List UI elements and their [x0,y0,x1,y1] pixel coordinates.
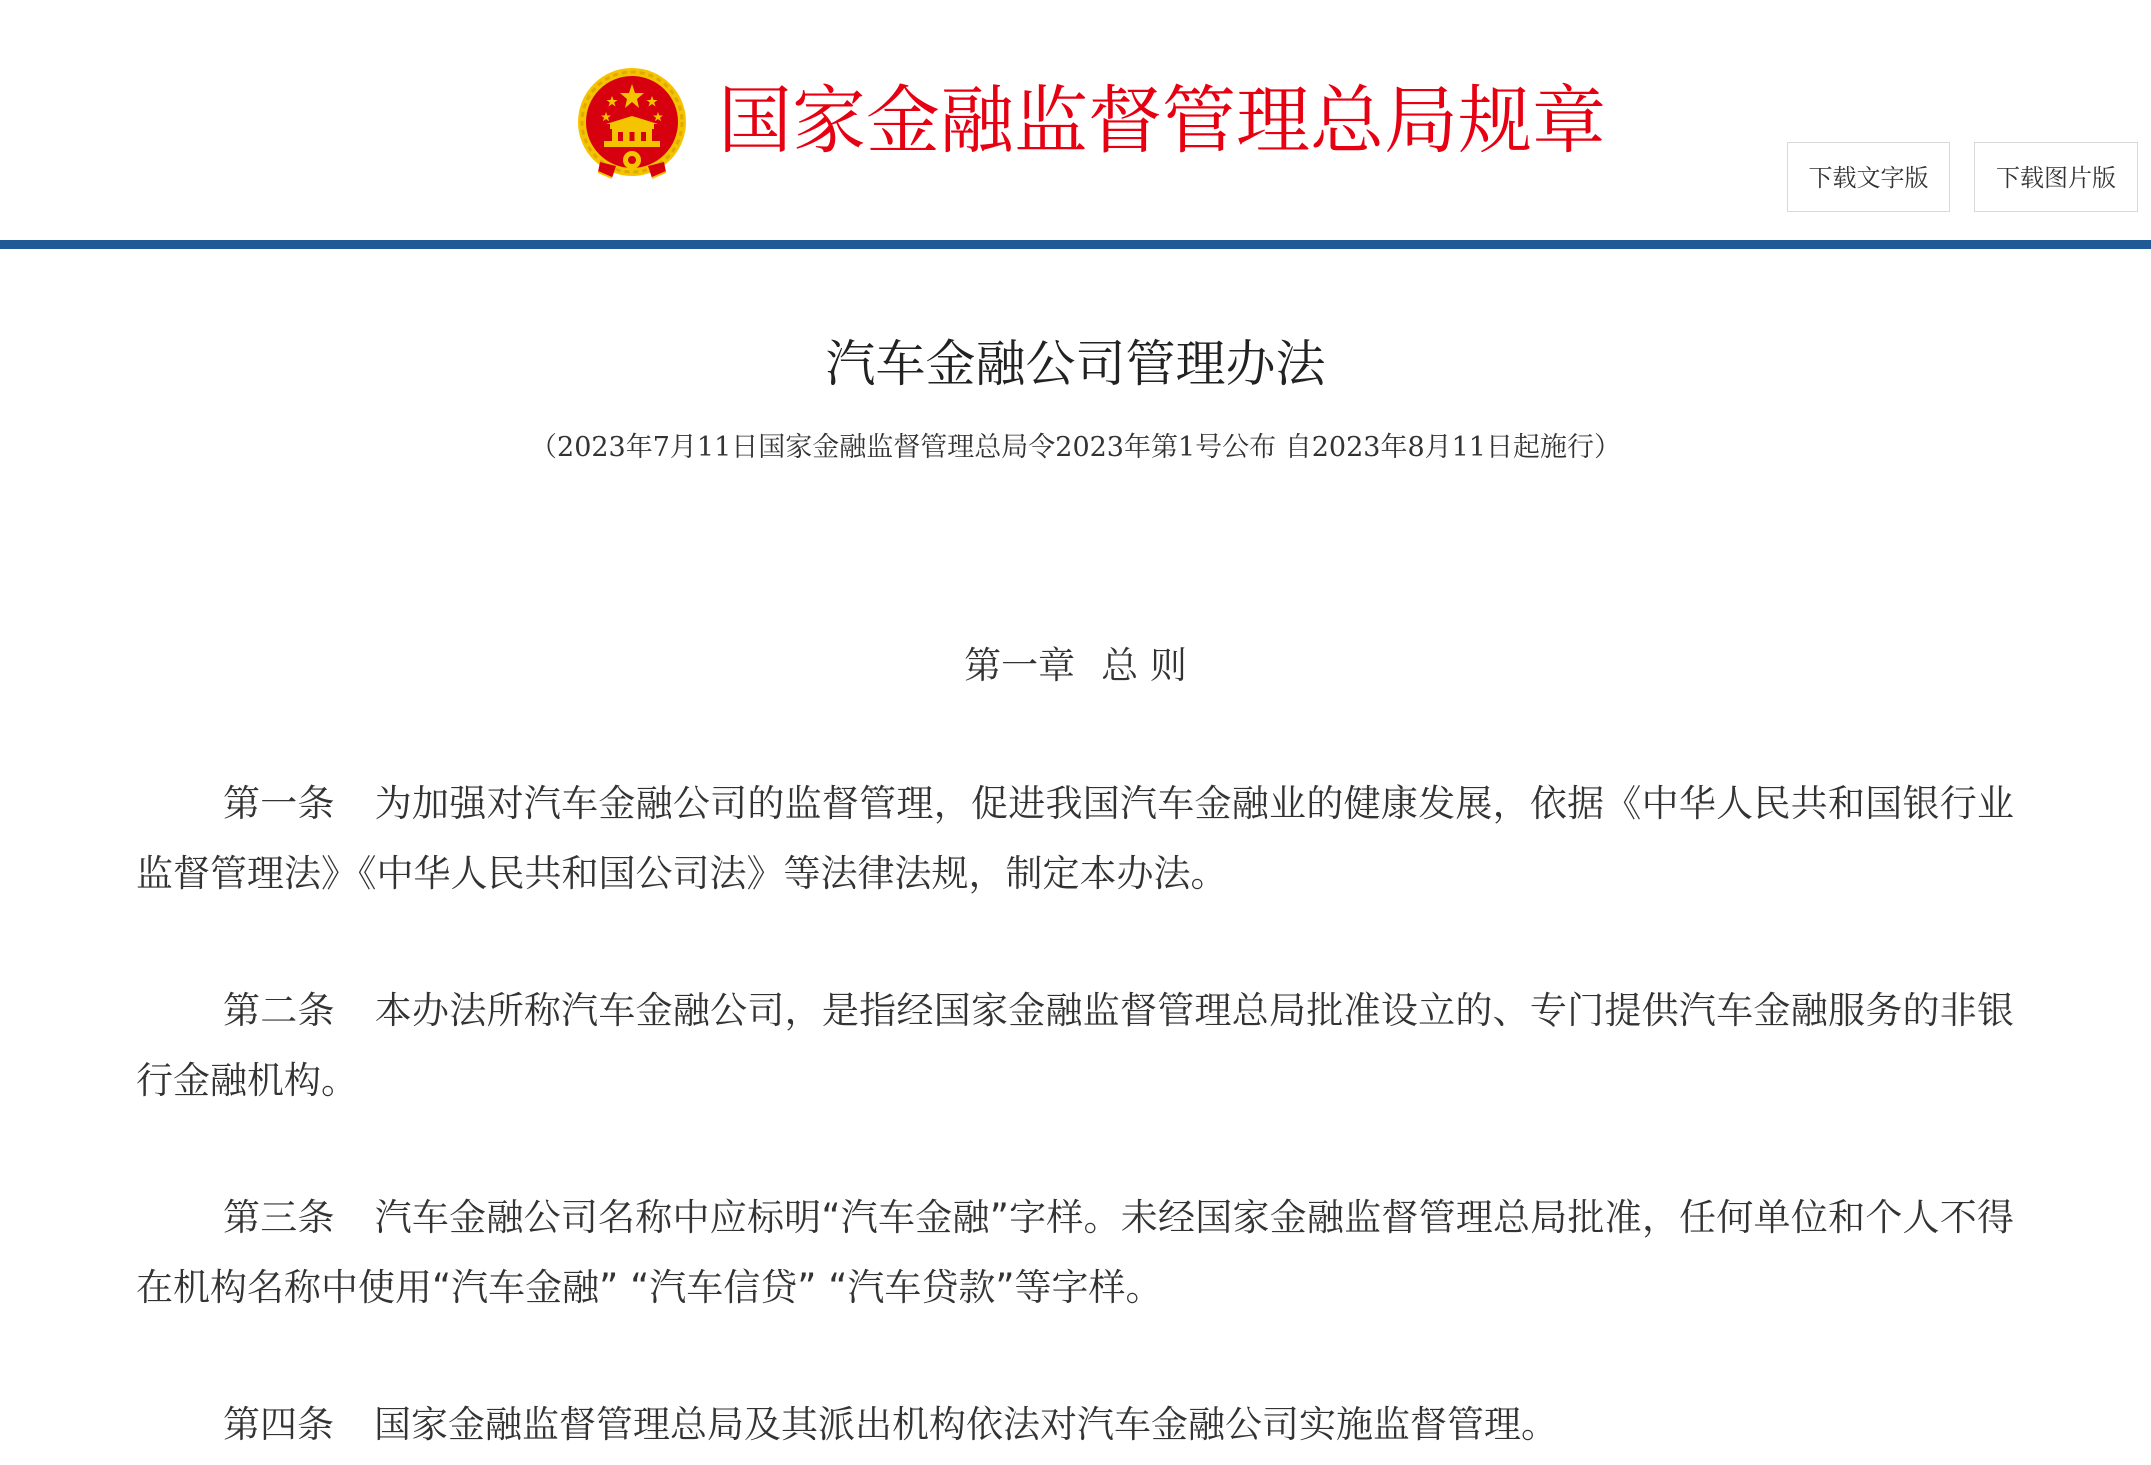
article-paragraph [136,976,2014,1116]
article-text: 国家金融监督管理总局及其派出机构依法对汽车金融公司实施监督管理。 [374,1403,1558,1446]
article-label: 第一条 [223,782,335,825]
article-paragraph [136,1183,2014,1323]
header-divider [0,240,2151,249]
chapter-number: 第一章 [964,644,1076,687]
download-text-button[interactable]: 下载文字版 [1787,142,1950,212]
site-title: 国家金融监督管理总局规章 [718,78,1606,164]
article-paragraph [136,1390,2014,1460]
download-image-button[interactable]: 下载图片版 [1974,142,2138,212]
article-label: 第三条 [223,1196,335,1239]
article-label: 第二条 [223,989,335,1032]
page-header [0,0,2151,240]
national-emblem-icon [576,66,688,182]
chapter-name: 总 则 [1101,644,1187,687]
article-paragraph [136,769,2014,909]
chapter-heading [0,638,2151,694]
document-subtitle: （2023年7月11日国家金融监督管理总局令2023年第1号公布 自2023年8月11日起施行） [530,432,1621,463]
article-text: 本办法所称汽车金融公司，是指经国家金融监督管理总局批准设立的、专门提供汽车金融服务的非银行金融机构。 [136,989,2015,1102]
document-title: 汽车金融公司管理办法 [825,335,1326,393]
article-text: 汽车金融公司名称中应标明“汽车金融”字样。未经国家金融监督管理总局批准，任何单位和个人不得在机构名称中使用“汽车金融” “汽车信贷” “汽车贷款”等字样。 [136,1196,2014,1309]
article-text: 为加强对汽车金融公司的监督管理，促进我国汽车金融业的健康发展，依据《中华人民共和国银行业监督管理法》《中华人民共和国公司法》等法律法规，制定本办法。 [136,782,2015,895]
article-label: 第四条 [223,1403,334,1446]
